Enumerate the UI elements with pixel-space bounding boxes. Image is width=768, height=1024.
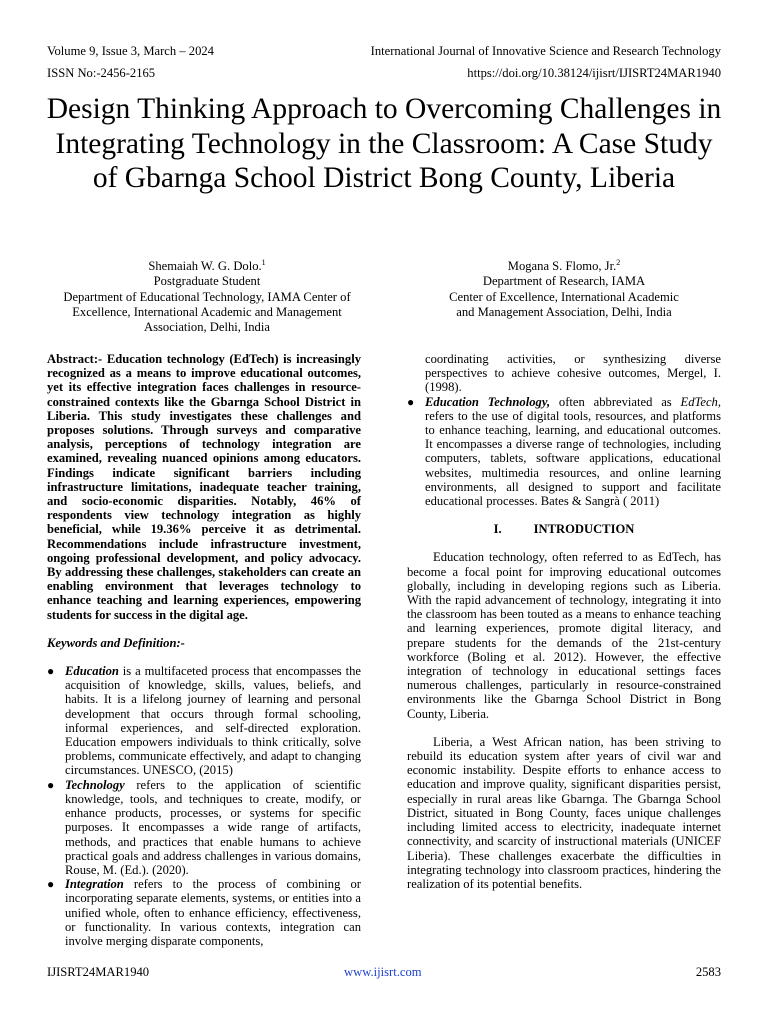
issn: ISSN No:-2456-2165 [47,66,156,80]
paper-title: Design Thinking Approach to Overcoming Challenges in Integrating Technology in the Classroom: A Case Study of Gbarnga School District Bong County, Liberia [46,93,722,194]
list-item [47,877,361,948]
author-role: Postgraduate Student [153,274,261,289]
definition-text: is a multifaceted process that encompasses the acquisition of knowledge, skills, values, beliefs, and habits. It is a lifelong journey of learning and personal development that occurs through formal schooling, informal experiences, and self-directed exploration. Education empowers individuals to think critically, solve problems, communicate effectively, and adapt to changing circumstances. UNESCO, (2015) [65,664,361,778]
definition-text: , refers to the use of digital tools, resources, and platforms to enhance teaching, learning, and educational outcomes. It encompasses a diverse range of technologies, including computers, tablets, software applications, educational websites, multimedia resources, and online learning environments, all designed to support and facilitate educational processes. Bates & Sangrà ( 2011) [425,394,722,509]
definition-term: Technology [65,777,125,792]
author-block-2 [448,255,680,320]
definition-abbr: EdTech [680,394,718,409]
page-number: 2583 [695,965,721,979]
keywords-heading: Keywords and Definition:- [47,635,185,650]
definition-term: Education Technology, [425,394,551,409]
section-number: I. [493,522,502,537]
author-role: Department of Research, IAMA [482,274,646,289]
list-item [47,664,361,778]
definition-term: Integration [65,877,124,892]
list-item: ● Education Technology, often abbreviated as EdTech, refers to the use of digital tools, resources, and platforms to enhance teaching, learning, and educational outcomes. It encompasses a diverse range of technologies, including computers, tablets, software applications, educational websites, multimedia resources, and online learning environments, all designed to support and facilitate educational processes. Bates & Sangrà ( 2011) [407,394,722,509]
doi-link[interactable]: https://doi.org/10.38124/ijisrt/IJISRT24MAR1940 [467,66,721,80]
bullet-icon: ● [47,877,55,892]
journal-name: International Journal of Innovative Science and Research Technology [370,44,721,58]
volume-info: Volume 9, Issue 3, March – 2024 [47,44,214,58]
intro-paragraph: Liberia, a West African nation, has been striving to rebuild its education system after years of civil war and economic instability. Despite efforts to enhance access to education and improve quality, significant disparities persist, especially in rural areas like Gbarnga. The Gbarnga School District, situated in Bong County, faces unique challenges including limited access to electricity, inadequate internet connectivity, and scarcity of instructional materials (UNICEF Liberia). These challenges exacerbate the difficulties in integrating technology into classroom practices, hindering the realization of its potential benefits. [407,734,721,891]
author-block-1 [47,255,367,335]
footer-code: IJISRT24MAR1940 [47,965,150,979]
definition-list [47,664,361,948]
section-heading [407,522,721,536]
author-name: Mogana S. Flomo, Jr.$^2$ [507,258,621,274]
author-affiliation: Center of Excellence, International Academic and Management Association, Delhi, India [449,289,679,319]
abstract: Abstract:- Education technology (EdTech) is increasingly recognized as a means to improve educational outcomes, yet its effective integration faces challenges in resource-constrained contexts like the Gbarnga School District in Liberia. This study investigates these challenges and proposes solutions. Through surveys and comparative analysis, perceptions of technology integration are examined, revealing nuanced opinions among educators. Findings indicate significant barriers including infrastructure limitations, inadequate teacher training, and socio-economic disparities. Notably, 46% of respondents view technology integration as highly beneficial, while 19.36% perceive it as detrimental. Recommendations include infrastructure investment, ongoing professional development, and policy advocacy. By addressing these challenges, stakeholders can create an enabling environment that leverages technology to enhance teaching and learning experiences, empowering students for success in the digital age. [47,352,361,622]
intro-paragraph: Education technology, often referred to as EdTech, has become a focal point for improving educational outcomes globally, including in developing regions such as Liberia. With the rapid advancement of technology, integrating it into the classroom has been touted as a means to enhance teaching and learning experiences, promote digital literacy, and prepare students for the demands of the 21st-century workforce (Boling et al. 2012). However, the effective integration of technology in educational settings faces numerous challenges, particularly in resource-constrained environments like the Gbarnga School District in Bong County, Liberia. [407,550,721,721]
definition-term: Education [65,664,119,679]
list-item [47,778,361,877]
left-column [47,352,361,948]
author-affiliation: Department of Educational Technology, IAMA Center of Excellence, International Academic and Management Association, Delhi, India [63,289,351,334]
definition-list-cont [407,395,721,509]
section-title: INTRODUCTION [533,522,635,537]
bullet-icon: ● [47,777,55,792]
definition-text: refers to the application of scientific knowledge, tools, and techniques to create, modify, or enhance products, processes, or systems for specific purposes. It encompasses a wide range of artifacts, methods, and practices that enable humans to achieve practical goals and address challenges in various domains, Rouse, M. (Ed.). (2020). [65,777,361,877]
bullet-icon: ● [407,394,415,409]
author-name: Shemaiah W. G. Dolo.$^1$ [148,258,266,274]
right-column [407,352,721,891]
definition-continuation: coordinating activities, or synthesizing diverse perspectives to achieve cohesive outcomes, Mergel, I. (1998). [425,352,721,395]
definition-text: refers to the process of combining or incorporating separate elements, systems, or entities into a unified whole, often to enhance efficiency, effectiveness, or functionality. In various contexts, integration can involve merging disparate components, [65,877,361,948]
footer-site-link[interactable]: www.ijisrt.com [344,965,422,979]
bullet-icon: ● [47,664,55,679]
